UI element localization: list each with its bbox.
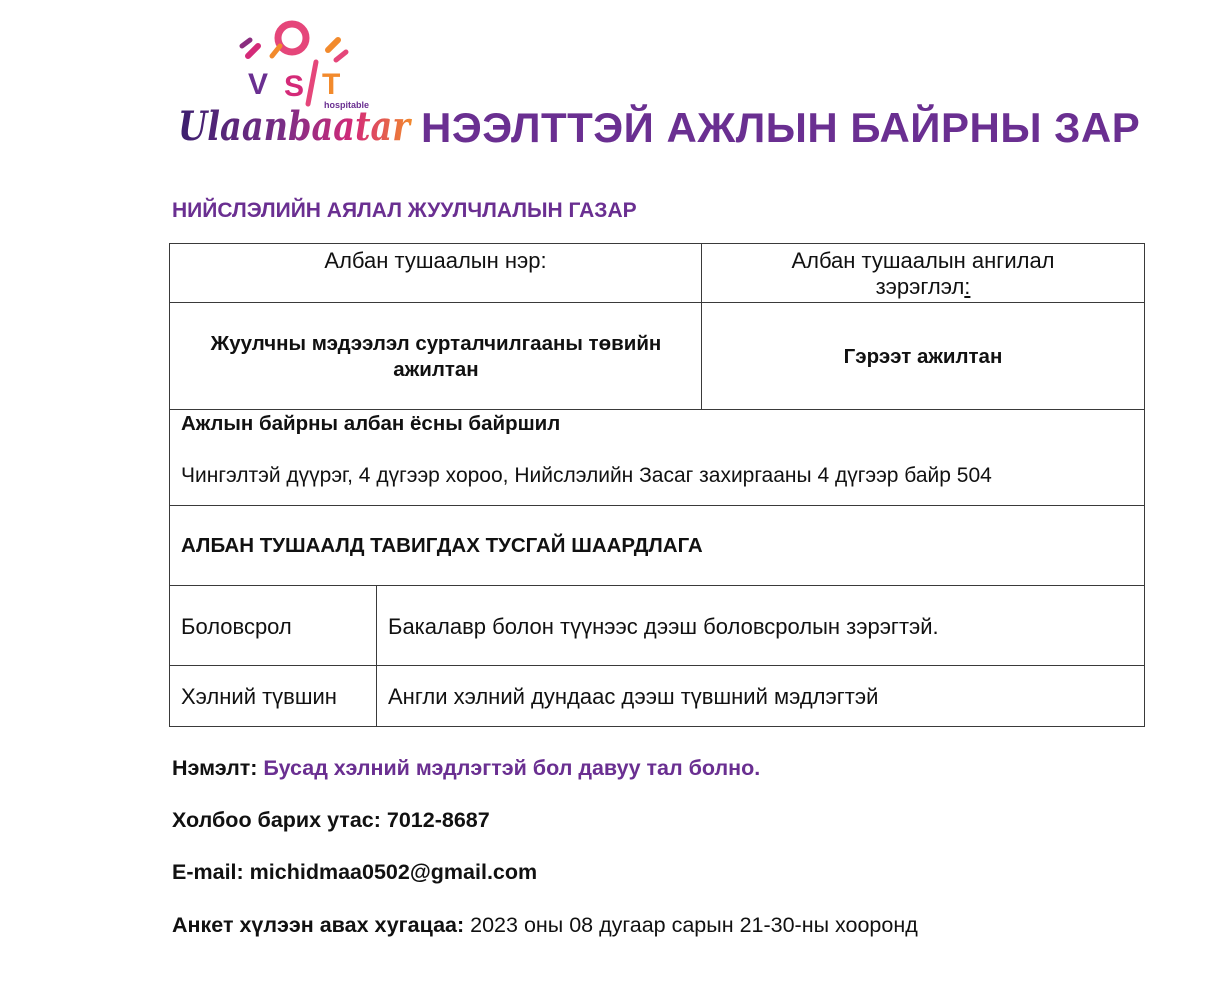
contact-phone: [172, 808, 490, 833]
logo-head-shape: [278, 24, 306, 52]
logo-letter-t: T: [322, 68, 341, 101]
additional-note: [172, 756, 760, 781]
position-name-header: Албан тушаалын нэр:: [324, 248, 547, 273]
deadline-label: Анкет хүлээн авах хугацаа:: [172, 913, 465, 937]
position-category-value: Гэрээт ажилтан: [843, 345, 1003, 368]
phone-label: Холбоо барих утас:: [172, 808, 381, 832]
visit-ulaanbaatar-logo: [176, 16, 412, 148]
logo-letter-s: S: [284, 70, 305, 103]
logo-graphic: [176, 16, 412, 148]
application-deadline: [172, 913, 918, 938]
location-label: Ажлын байрны албан ёсны байршил: [181, 412, 561, 435]
position-category-header-colon: :: [964, 274, 971, 299]
organization-title: НИЙСЛЭЛИЙН АЯЛАЛ ЖУУЛЧЛАЛЫН ГАЗАР: [172, 199, 637, 222]
email-value[interactable]: michidmaa0502@gmail.com: [249, 860, 538, 884]
note-value: Бусад хэлний мэдлэгтэй бол давуу тал болно.: [263, 756, 761, 780]
requirement-label-language: Хэлний түвшин: [181, 684, 337, 709]
email-label: E-mail:: [172, 860, 244, 884]
position-category-header-line1: Албан тушаалын ангилал: [791, 248, 1055, 273]
requirement-label-education: Боловсрол: [181, 614, 292, 639]
position-category-header: [702, 248, 1144, 300]
logo-city-text: Ulaanbaatar: [178, 103, 412, 148]
deadline-value: 2023 оны 08 дугаар сарын 21-30-ны хооронд: [470, 913, 918, 937]
logo-letter-v: V: [248, 68, 269, 101]
position-category-header-line2: [702, 274, 1144, 300]
position-category-header-word: зэрэглэл: [875, 274, 965, 299]
position-name-value: Жуулчны мэдээлэл сурталчилгааны төвийн ажилтан: [210, 332, 662, 381]
note-label: Нэмэлт:: [172, 756, 258, 780]
requirement-value-language: Англи хэлний дундаас дээш түвшний мэдлэгтэй: [388, 684, 879, 709]
phone-value[interactable]: 7012-8687: [386, 808, 490, 832]
page-title: НЭЭЛТТЭЙ АЖЛЫН БАЙРНЫ ЗАР: [421, 104, 1141, 151]
logo-tag: hospitable: [324, 100, 370, 110]
contact-email: [172, 860, 537, 885]
location-value: Чингэлтэй дүүрэг, 4 дүгээр хороо, Нийслэлийн Засаг захиргааны 4 дүгээр байр 504: [181, 464, 992, 487]
requirement-value-education: Бакалавр болон түүнээс дээш боловсролын зэрэгтэй.: [388, 614, 939, 639]
requirements-title: АЛБАН ТУШААЛД ТАВИГДАХ ТУСГАЙ ШААРДЛАГА: [181, 534, 703, 557]
